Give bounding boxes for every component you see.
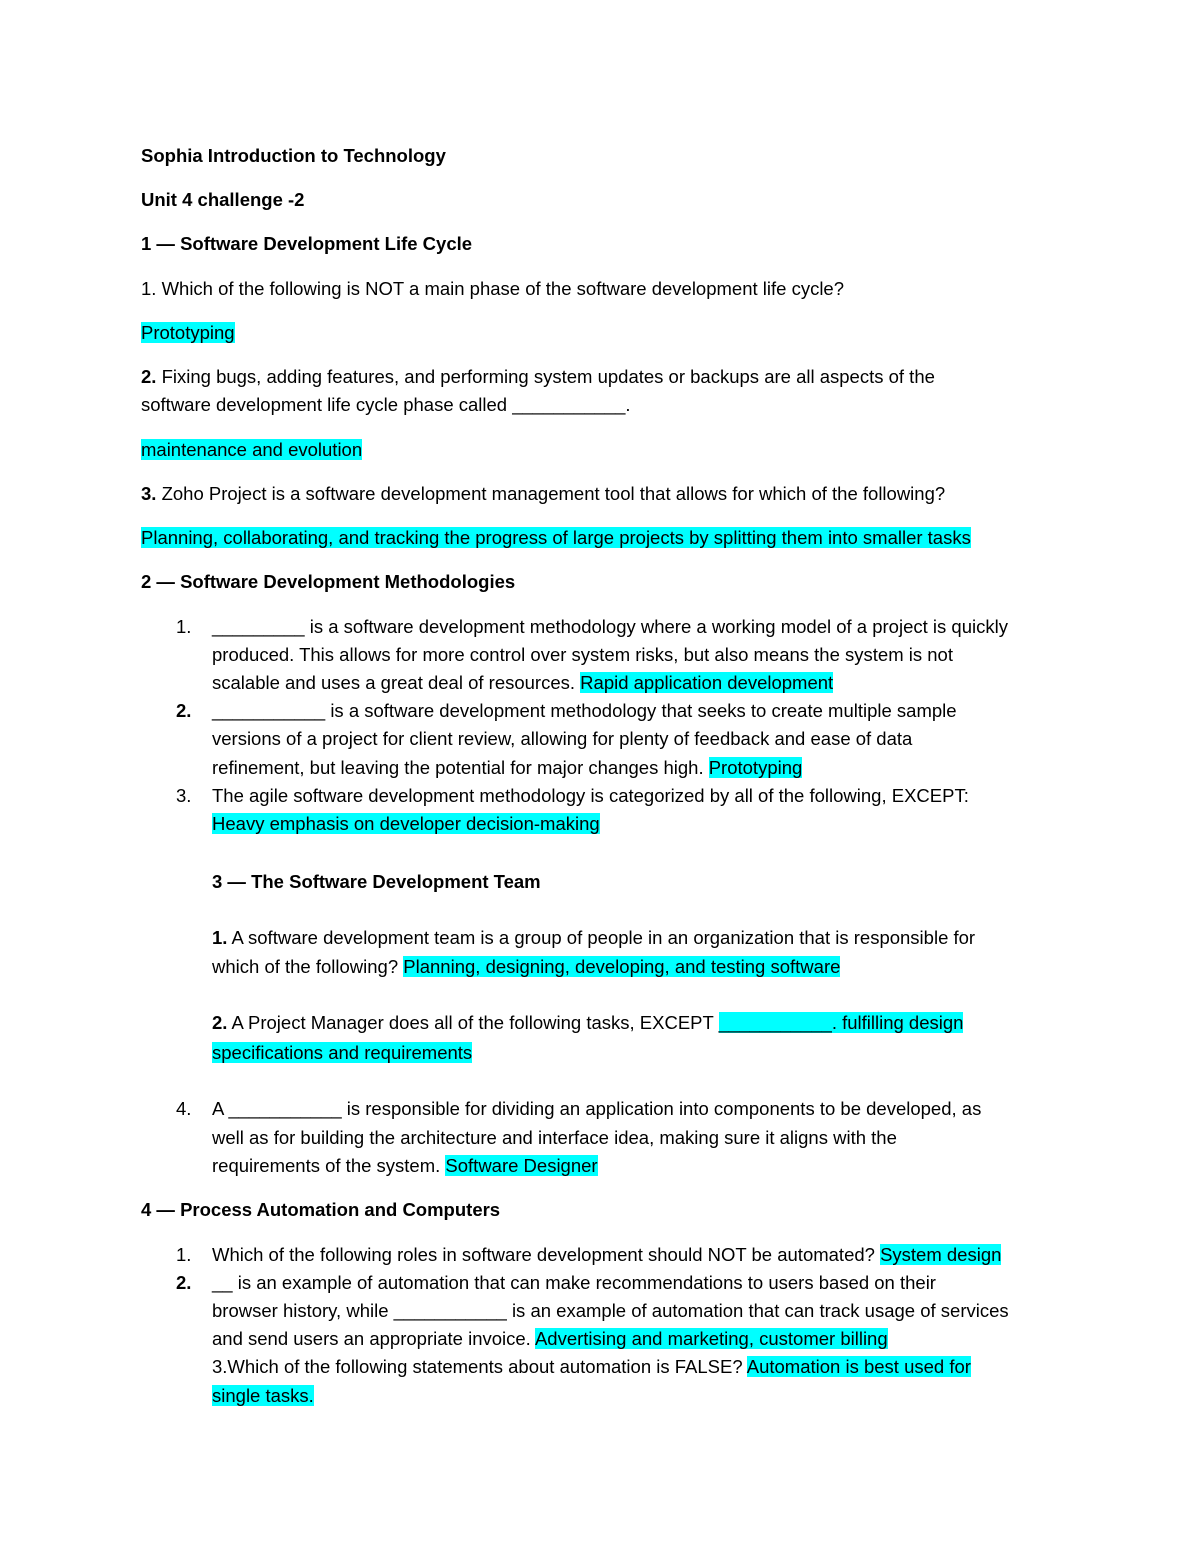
s1-question-3-text: Zoho Project is a software development management tool that allows for which of the following?: [156, 483, 946, 504]
s2-item-2-line-3: [212, 754, 802, 782]
s2-item-2-line-1: ___________ is a software development methodology that seeks to create multiple sample: [212, 700, 957, 721]
s1-question-2-line-2: software development life cycle phase called ___________.: [141, 394, 631, 415]
s3-question-1-line-2: [212, 953, 840, 981]
s2-item-1-line-1: _________ is a software development methodology where a working model of a project is quickly: [212, 616, 1008, 637]
s2-item-2-number: 2.: [176, 700, 192, 721]
s4-item-2-line-1: __ is an example of automation that can make recommendations to users based on their: [212, 1272, 936, 1293]
section-4-heading: 4 — Process Automation and Computers: [141, 1199, 501, 1220]
s2-item-3-answer-line: [212, 810, 600, 838]
s1-question-3-number: 3.: [141, 483, 157, 504]
s3-question-1-line-1: [212, 924, 975, 952]
s2-item-1-line-2: produced. This allows for more control over system risks, but also means the system is not: [212, 644, 953, 665]
s2-item-1-number: 1.: [176, 616, 192, 637]
s3-question-2-line-2: [212, 1039, 472, 1067]
s4-item-2-line-3-text: and send users an appropriate invoice.: [212, 1328, 535, 1349]
s2-item-3-line-1: The agile software development methodology is categorized by all of the following, EXCEPT:: [212, 785, 969, 806]
s4-item-1-line-1: [212, 1241, 1001, 1269]
s1-answer-2: [141, 436, 362, 464]
s3-item-4-line-1: A ___________ is responsible for dividing an application into components to be developed, as: [212, 1098, 982, 1119]
s1-question-3: [141, 480, 945, 508]
section-3-heading: 3 — The Software Development Team: [212, 871, 541, 892]
s4-item-3-line-1: [212, 1353, 971, 1381]
s4-item-2-line-2: browser history, while ___________ is an example of automation that can track usage of services: [212, 1300, 1009, 1321]
s1-question-1: 1. Which of the following is NOT a main phase of the software development life cycle?: [141, 278, 845, 299]
s1-answer-3: [141, 524, 971, 552]
s2-item-3-answer: Heavy emphasis on developer decision-making: [212, 813, 600, 834]
s4-item-1-answer: System design: [880, 1244, 1002, 1265]
s4-item-2-line-3: [212, 1325, 888, 1353]
s3-question-2-text: A Project Manager does all of the following tasks, EXCEPT: [227, 1012, 719, 1033]
s3-question-2-line-1: [212, 1009, 963, 1037]
s4-item-1-number: 1.: [176, 1244, 192, 1265]
s1-question-2-number: 2.: [141, 366, 157, 387]
s4-item-1-text: Which of the following roles in software development should NOT be automated?: [212, 1244, 881, 1265]
s4-item-3-answer-part-2: single tasks.: [212, 1385, 314, 1406]
s3-answer-1: Planning, designing, developing, and testing software: [403, 956, 841, 977]
s1-answer-2-highlight: maintenance and evolution: [141, 439, 363, 460]
s3-answer-2-part-1: ___________. fulfilling design: [718, 1012, 964, 1033]
s2-item-3-number: 3.: [176, 785, 192, 806]
s3-item-4-number: 4.: [176, 1098, 192, 1119]
document-subtitle: Unit 4 challenge -2: [141, 189, 305, 210]
s1-answer-1-highlight: Prototyping: [141, 322, 235, 343]
s2-item-2-line-2: versions of a project for client review, allowing for plenty of feedback and ease of data: [212, 728, 913, 749]
s1-question-2-text: Fixing bugs, adding features, and performing system updates or backups are all aspects of the: [156, 366, 935, 387]
s4-item-2-number: 2.: [176, 1272, 192, 1293]
s3-item-4-answer: Software Designer: [445, 1155, 598, 1176]
s2-item-2-answer: Prototyping: [708, 757, 803, 778]
s3-question-1-number: 1.: [212, 927, 228, 948]
s3-item-4-line-2: well as for building the architecture and interface idea, making sure it aligns with the: [212, 1127, 897, 1148]
s1-answer-1: [141, 319, 235, 347]
document-title: Sophia Introduction to Technology: [141, 145, 446, 166]
s1-question-2-line-1: [141, 363, 935, 391]
s3-item-4-line-3: [212, 1152, 598, 1180]
s3-question-1-text: A software development team is a group of people in an organization that is responsible for: [227, 927, 976, 948]
s4-item-2-answer: Advertising and marketing, customer billing: [534, 1328, 888, 1349]
s4-item-3-line-2: [212, 1382, 314, 1410]
s2-item-1-answer: Rapid application development: [580, 672, 834, 693]
s1-answer-3-highlight: Planning, collaborating, and tracking the progress of large projects by splitting them into smaller tasks: [141, 527, 971, 548]
s2-item-2-line-3-text: refinement, but leaving the potential for major changes high.: [212, 757, 709, 778]
s3-question-2-number: 2.: [212, 1012, 228, 1033]
section-1-heading: 1 — Software Development Life Cycle: [141, 233, 473, 254]
s2-item-1-line-3-text: scalable and uses a great deal of resources.: [212, 672, 581, 693]
s4-item-3-answer-part-1: Automation is best used for: [746, 1356, 971, 1377]
s3-answer-2-part-2: specifications and requirements: [212, 1042, 473, 1063]
s2-item-1-line-3: [212, 669, 833, 697]
s3-item-4-line-3-text: requirements of the system.: [212, 1155, 446, 1176]
s3-question-1-line-2-text: which of the following?: [212, 956, 404, 977]
s4-item-3-text: 3.Which of the following statements about automation is FALSE?: [212, 1356, 747, 1377]
section-2-heading: 2 — Software Development Methodologies: [141, 571, 516, 592]
